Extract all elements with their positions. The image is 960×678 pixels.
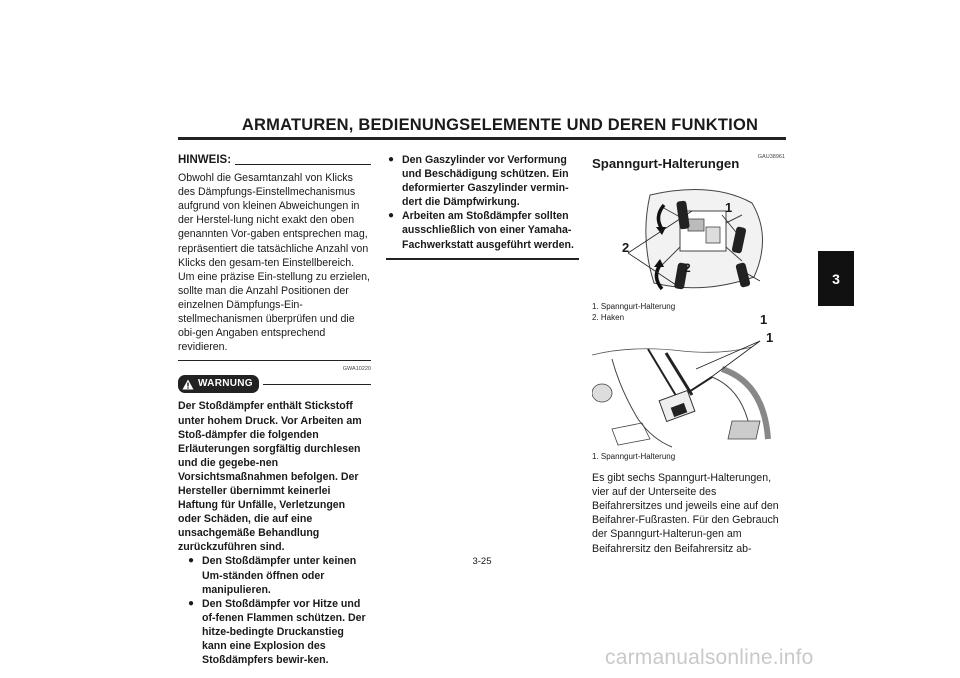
section-title: Spanngurt-Halterungen	[592, 156, 740, 171]
note-heading-rule	[235, 164, 371, 165]
warning-heading-rule	[263, 384, 371, 385]
warning-code: GWA10220	[342, 366, 371, 373]
chapter-tab: 3	[818, 251, 854, 306]
column-middle	[386, 153, 579, 260]
seat-underside-illustration	[592, 177, 782, 299]
warning-text: Der Stoßdämpfer enthält Stickstoff unter hohem Druck. Vor Arbeiten am Stoß-dämpfer die folgenden Erläuterungen sorgfältig durchlesen und die gegebe-nen Vorsichtsmaßnahmen befolgen. Der Hersteller übernimmt keinerlei Haftung für Unfälle, Verletzungen oder Schäden, die auf eine unsachgemäße Behandlung zurückzuführen sind.	[178, 400, 362, 554]
warning-bullet: ● Den Stoßdämpfer unter keinen Um-ständen öffnen oder manipulieren.	[186, 554, 371, 596]
figure-footrest	[592, 329, 782, 449]
section-body-text: Es gibt sechs Spanngurt-Halterungen, vier auf der Unterseite des Beifahrersitzes und jeweils eine auf den Beifahrer-Fußrasten. Für den Gebrauch der Spanngurt-Halterun-gen am Beifahrersitz den Beifahrersitz ab-	[592, 472, 779, 555]
warning-heading	[178, 375, 371, 393]
callout-2: 2	[622, 240, 630, 256]
header-rule	[178, 137, 786, 140]
watermark-text: carmanualsonline.info	[605, 646, 814, 669]
column-right	[592, 153, 785, 556]
figure-1-caption	[592, 301, 785, 323]
callout-1: 1	[725, 200, 733, 216]
warning-triangle-icon	[182, 379, 194, 390]
warning-label: WARNUNG	[198, 378, 253, 390]
figure-2-caption	[592, 451, 785, 462]
warning-bullet: ● Den Gaszylinder vor Verformung und Beschädigung schützen. Ein deformierter Gaszylinder vermin-dert die Dämpfwirkung.	[386, 153, 579, 209]
note-heading	[178, 153, 371, 167]
warning-bullet: ● Arbeiten am Stoßdämpfer sollten ausschließlich von einer Yamaha-Fachwerkstatt ausgeführt werden.	[386, 209, 579, 251]
caption-line: 1. Spanngurt-Halterung	[592, 452, 676, 462]
callout-2: 2	[684, 261, 691, 276]
section-code: GAU38961	[757, 154, 785, 160]
warning-badge	[178, 375, 259, 393]
footrest-illustration	[592, 329, 782, 449]
callout-1: 1	[766, 330, 774, 346]
note-end-rule	[178, 360, 371, 361]
warning-end-rule	[386, 258, 579, 260]
note-label: HINWEIS:	[178, 154, 232, 166]
page-header-title: ARMATUREN, BEDIENUNGSELEMENTE UND DEREN FUNKTION	[241, 116, 759, 134]
page-number: 3-25	[472, 556, 492, 567]
warning-bullet: ● Den Stoßdämpfer vor Hitze und of-fenen Flammen schützen. Der hitze-bedingte Druckanstieg kann eine Explosion des Stoßdämpfers bewir-ken.	[186, 597, 371, 667]
caption-line: 2. Haken	[592, 313, 625, 323]
caption-line: 1. Spanngurt-Halterung	[592, 302, 676, 312]
column-left	[178, 153, 371, 667]
warning-bullet-list	[186, 554, 371, 667]
warning-bullet-list-continued	[386, 153, 579, 252]
note-text: Obwohl die Gesamtanzahl von Klicks des Dämpfungs-Einstellmechanismus aufgrund von kleinen Abweichungen in der Herstel-lung nicht exakt den oben genannten Vor-gaben entsprechen mag, repräsentiert die tatsächliche Anzahl von Klicks den gesam-ten Einstellbereich. Um eine präzise Ein-stellung zu erzielen, sollte man die Anzahl Positionen der einzelnen Dämpfungs-Ein-stellmechanismen überprüfen und die obi-gen Angaben entsprechend revidieren.	[178, 172, 370, 354]
callout-1: 1	[760, 312, 768, 328]
